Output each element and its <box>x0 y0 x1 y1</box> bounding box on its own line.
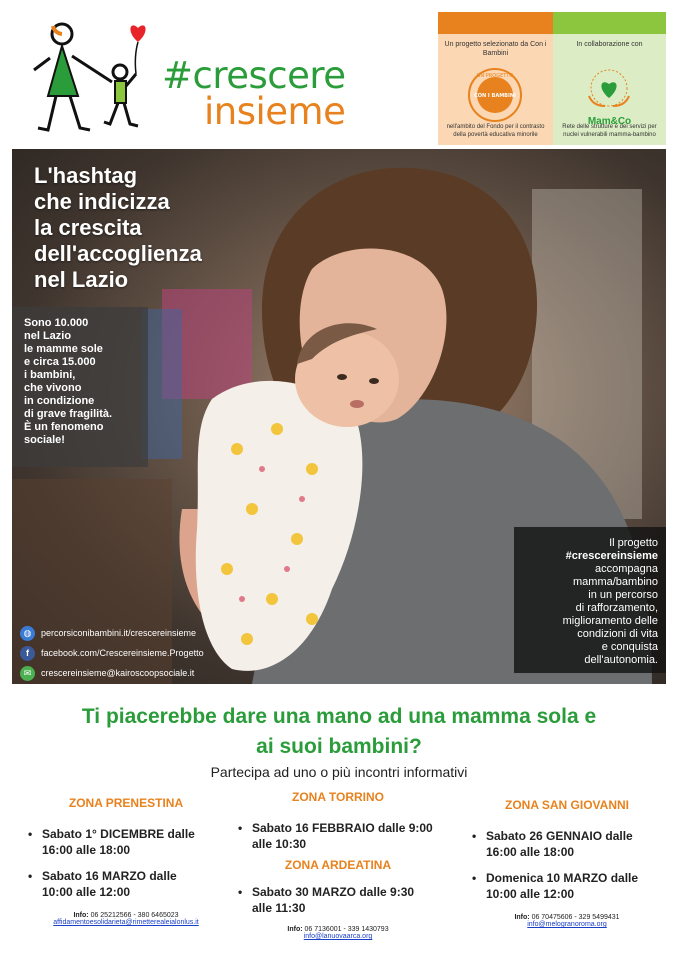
event-time: alle 11:30 <box>252 901 306 915</box>
partner-right-top-text: In collaborazione con <box>576 41 643 48</box>
contact-website[interactable] <box>20 623 204 643</box>
partner-con-i-bambini <box>438 12 553 145</box>
stat-line: i bambini, <box>24 369 76 381</box>
partner-left-bottom-text: nell'ambito del Fondo per il contrasto della povertà educativa minorile <box>446 124 545 138</box>
project-line: condizioni di vita <box>577 628 658 640</box>
partner-right-bottom-text: Rete delle strutture e dei servizi per nuclei vulnerabili mamma-bambino <box>562 124 657 138</box>
seal-text-center: CON I BAMBINI <box>474 93 516 99</box>
stat-line: sociale! <box>24 434 65 446</box>
globe-icon: ◍ <box>20 626 35 641</box>
info-line <box>28 912 224 919</box>
info-phone: 06 7136001 - 339 1430793 <box>304 926 389 933</box>
header <box>0 0 678 150</box>
contact-facebook-text[interactable]: facebook.com/Crescereinsieme.Progetto <box>41 648 204 658</box>
event-date: • Sabato 1° DICEMBRE dalle <box>42 827 195 841</box>
seal-text-top: UN PROGETTO <box>476 73 514 79</box>
event-date: • Sabato 16 FEBBRAIO dalle 9:00 <box>252 821 433 835</box>
project-line: dell'autonomia. <box>584 654 658 666</box>
event-list <box>28 826 224 900</box>
event-item <box>238 884 438 916</box>
headline-line: la crescita <box>34 215 142 240</box>
event-item <box>28 826 224 858</box>
info-email-link[interactable]: info@lanuovaarca.org <box>303 933 373 940</box>
info-label: Info: <box>73 912 89 919</box>
zone-san-giovanni <box>472 798 662 928</box>
stat-line: che vivono <box>24 382 82 394</box>
event-list <box>472 828 662 902</box>
project-line: mamma/bambino <box>573 576 658 588</box>
info-phone: 06 25212566 - 380 6465023 <box>90 912 179 919</box>
info-label: Info: <box>287 926 303 933</box>
event-time: 16:00 alle 18:00 <box>486 845 575 859</box>
event-date: • Sabato 26 GENNAIO dalle <box>486 829 633 843</box>
info-line <box>238 926 438 933</box>
project-line: e conquista <box>601 641 658 653</box>
event-list <box>238 884 438 916</box>
event-time: 10:00 alle 12:00 <box>42 885 131 899</box>
event-time: alle 10:30 <box>252 837 307 851</box>
stat-box <box>12 307 148 467</box>
event-date: • Sabato 16 MARZO dalle <box>42 869 177 883</box>
headline <box>34 163 202 293</box>
event-date: • Domenica 10 MARZO dalle <box>486 871 639 885</box>
brand-line-insieme: insieme <box>204 90 346 133</box>
partner-bar-green <box>553 12 666 34</box>
zone-title: ZONA TORRINO <box>292 790 384 804</box>
contact-email-text[interactable]: crescereinsieme@kairoscoopsociale.it <box>41 668 195 678</box>
partner-left-top-text: Un progetto selezionato da Con i Bambini <box>444 41 547 57</box>
stat-line: in condizione <box>24 395 95 407</box>
family-logo-icon <box>30 20 155 140</box>
contacts <box>20 623 204 683</box>
project-line: di rafforzamento, <box>575 602 658 614</box>
headline-line: dell'accoglienza <box>34 241 202 266</box>
event-item <box>238 820 438 852</box>
zone-prenestina <box>28 796 224 926</box>
project-box <box>514 527 666 673</box>
contact-facebook[interactable] <box>20 643 204 663</box>
stat-line: e circa 15.000 <box>24 356 96 368</box>
zone-title: ZONA PRENESTINA <box>68 796 184 810</box>
zone-title: ZONA ARDEATINA <box>284 858 392 872</box>
event-item <box>28 868 224 900</box>
headline-line: nel Lazio <box>34 267 129 292</box>
stat-line: di grave fragilità. <box>24 408 113 420</box>
stat-line: Sono 10.000 <box>24 317 89 329</box>
con-i-bambini-seal-icon <box>467 67 523 123</box>
contact-email[interactable] <box>20 663 204 683</box>
headline-line: che indicizza <box>34 189 170 214</box>
email-icon: ✉ <box>20 666 35 681</box>
headline-line: L'hashtag <box>34 163 138 188</box>
project-line: miglioramento delle <box>562 615 658 627</box>
event-item <box>472 828 662 860</box>
info-label: Info: <box>514 914 530 921</box>
mamco-label: Mam&Co <box>587 116 632 127</box>
info-phone: 06 70475606 - 329 5499431 <box>531 914 620 921</box>
question-line: Ti piacerebbe dare una mano ad una mamma sola e <box>81 705 597 728</box>
partner-bar-orange <box>438 12 553 34</box>
project-hashtag-text: #crescereinsieme <box>565 550 658 562</box>
event-list <box>238 820 438 852</box>
hero-photo <box>12 149 666 684</box>
project-line: Il progetto <box>609 537 658 549</box>
zone-torrino <box>238 790 438 852</box>
event-time: 10:00 alle 12:00 <box>486 887 575 901</box>
facebook-icon: f <box>20 646 35 661</box>
event-date: • Sabato 30 MARZO dalle 9:30 <box>252 885 415 899</box>
zone-title: ZONA SAN GIOVANNI <box>504 798 629 812</box>
stat-line: È un fenomeno <box>24 421 104 433</box>
mamco-logo-icon <box>575 66 643 122</box>
contact-website-text[interactable]: percorsiconibambini.it/crescereinsieme <box>41 628 197 638</box>
event-item <box>472 870 662 902</box>
brand-hashtag <box>162 54 346 133</box>
brand-line-crescere: #crescere <box>162 54 346 97</box>
info-email-link[interactable]: info@melogranoroma.org <box>527 921 607 928</box>
project-line: accompagna <box>595 563 658 575</box>
stat-line: nel Lazio <box>24 330 72 342</box>
call-to-action-question <box>0 702 678 762</box>
question-line: ai suoi bambini? <box>256 735 422 758</box>
event-time: 16:00 alle 18:00 <box>42 843 131 857</box>
stat-line: le mamme sole <box>24 343 103 355</box>
project-line: in un percorso <box>588 589 658 601</box>
info-email-link[interactable]: affidamentoesolidarieta@rimetterealeialonlus.it <box>53 919 199 926</box>
subtitle: Partecipa ad uno o più incontri informativi <box>210 764 468 780</box>
zone-ardeatina <box>238 858 438 940</box>
project-hashtag <box>520 550 658 563</box>
partner-mamco <box>553 12 666 145</box>
info-line <box>472 914 662 921</box>
